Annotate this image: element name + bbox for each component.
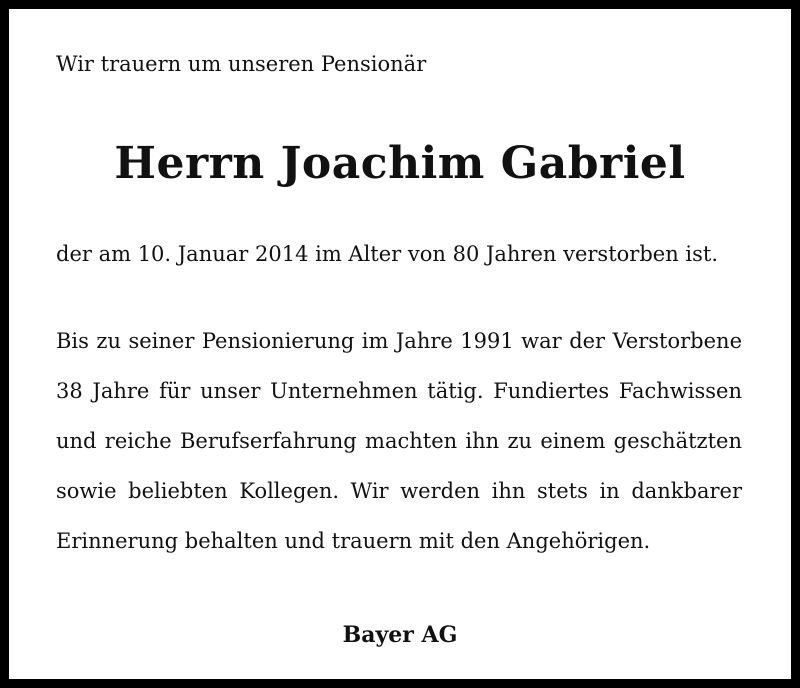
tribute-line: und reiche Berufserfahrung machten ihn zu einem geschätzten [56,429,742,453]
deceased-name: Herrn Joachim Gabriel [114,138,686,189]
tribute-line: Erinnerung behalten und trauern mit den Angehörigen. [56,529,651,553]
intro-line: Wir trauern um unseren Pensionär [56,52,427,76]
tribute-paragraph [56,322,742,572]
company-signature: Bayer AG [342,622,458,648]
tribute-line: sowie beliebten Kollegen. Wir werden ihn stets in dankbarer [56,479,742,503]
tribute-line: 38 Jahre für unser Unternehmen tätig. Fundiertes Fachwissen [56,379,742,403]
tribute-line: Bis zu seiner Pensionierung im Jahre 1991 war der Verstorbene [56,329,742,353]
death-date-line: der am 10. Januar 2014 im Alter von 80 Jahren verstorben ist. [56,242,719,266]
